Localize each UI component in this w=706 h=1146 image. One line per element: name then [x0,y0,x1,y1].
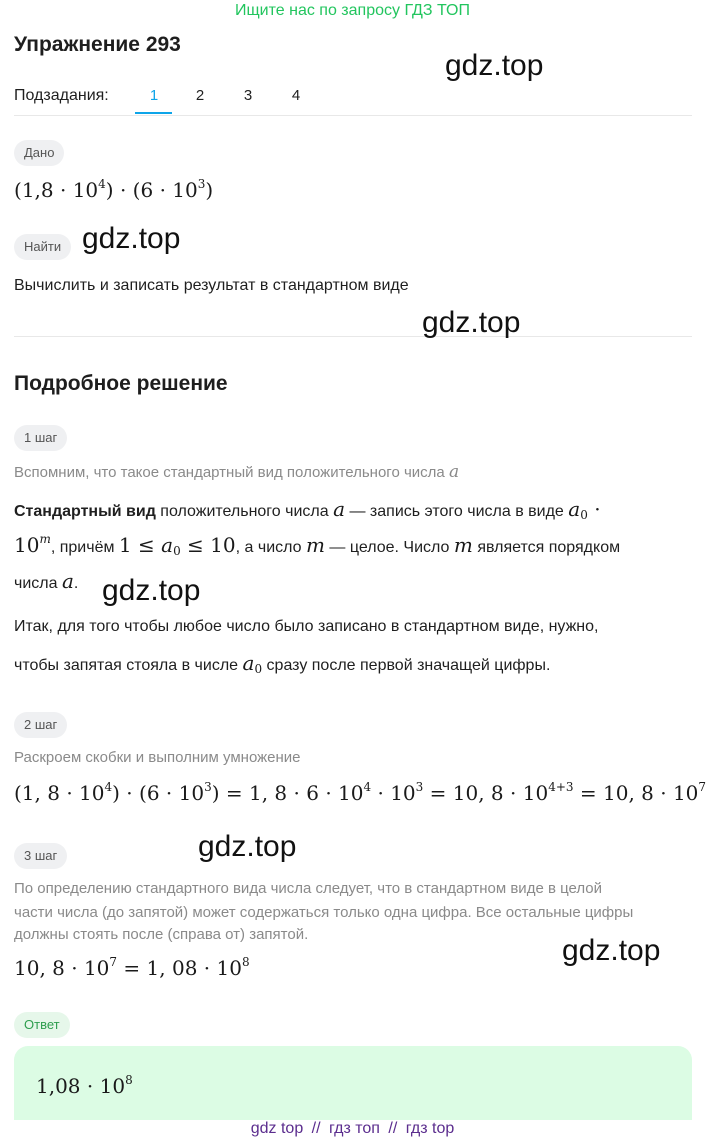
step-3-text-line-1: По определению стандартного вида числа следует, что в стандартном виде в целой [14,880,602,897]
step-1-hint: Вспомним, что такое стандартный вид положительного числа a [14,462,460,482]
footer-link[interactable]: гдз топ [329,1120,380,1137]
page-title: Упражнение 293 [14,33,181,56]
active-tab-indicator [135,112,172,114]
divider [14,115,692,116]
watermark: gdz.top [562,934,661,967]
definition-line-2: 10$^m$, причём $1 \le a_0 \le 10$, а число m — целое. Число m является порядком [14,532,621,558]
footer-link[interactable]: gdz top [250,1120,304,1137]
tab-subtask-1[interactable]: 1 [149,87,159,104]
answer-badge: Ответ [14,1012,70,1038]
step-3-expression: 10, $8 \cdot 10^7 = 1$, $08 \cdot 10^8$ [14,955,250,980]
given-badge: Дано [14,140,64,166]
solution-heading: Подробное решение [14,372,228,395]
divider [14,336,692,337]
tab-subtask-3[interactable]: 3 [243,87,253,104]
step-3-badge: 3 шаг [14,843,67,869]
step-1-badge: 1 шаг [14,425,67,451]
footer-link[interactable]: гдз top [405,1120,455,1137]
given-expression: $(1,8 \cdot 10^4) \cdot (6 \cdot 10^3)$ [14,177,214,202]
definition-line-3: числа a. [14,569,79,593]
footer-links [0,1120,705,1138]
answer-expression: $1,08 \cdot 10^8$ [36,1073,133,1098]
find-badge: Найти [14,234,71,260]
watermark: gdz.top [445,49,544,82]
footer-separator: // [311,1120,321,1137]
step-2-expression: (1, $8 \cdot 10^4) \cdot (6 \cdot 10^3) = 1$, $8 \cdot 6 \cdot 10^4 \cdot 10^3 = 10$, $8 \cdot 10^{4+3} = 10$, $8 \cdot 10^7$ [14,780,706,805]
step-3-text-line-3: должны стоять после (справа от) запятой. [14,926,309,943]
definition-line-4: Итак, для того чтобы любое число было записано в стандартном виде, нужно, [14,618,599,635]
definition-line-1: Стандартный вид положительного числа a — запись этого числа в виде $a_0$ · [14,497,601,522]
search-banner: Ищите нас по запросу ГДЗ ТОП [235,2,470,19]
definition-line-5: чтобы запятая стояла в числе $a_0$ сразу после первой значащей цифры. [14,651,551,676]
footer-separator: // [388,1120,398,1137]
tab-subtask-4[interactable]: 4 [291,87,301,104]
step-2-badge: 2 шаг [14,712,67,738]
subtasks-label: Подзадания: [14,87,109,104]
watermark: gdz.top [102,574,201,607]
step-2-hint: Раскроем скобки и выполним умножение [14,749,301,766]
tab-subtask-2[interactable]: 2 [195,87,205,104]
watermark: gdz.top [198,830,297,863]
step-3-text-line-2: части числа (до запятой) может содержаться только одна цифра. Все остальные цифры [14,904,634,921]
find-text: Вычислить и записать результат в стандартном виде [14,277,409,294]
watermark: gdz.top [422,306,521,339]
watermark: gdz.top [82,222,181,255]
